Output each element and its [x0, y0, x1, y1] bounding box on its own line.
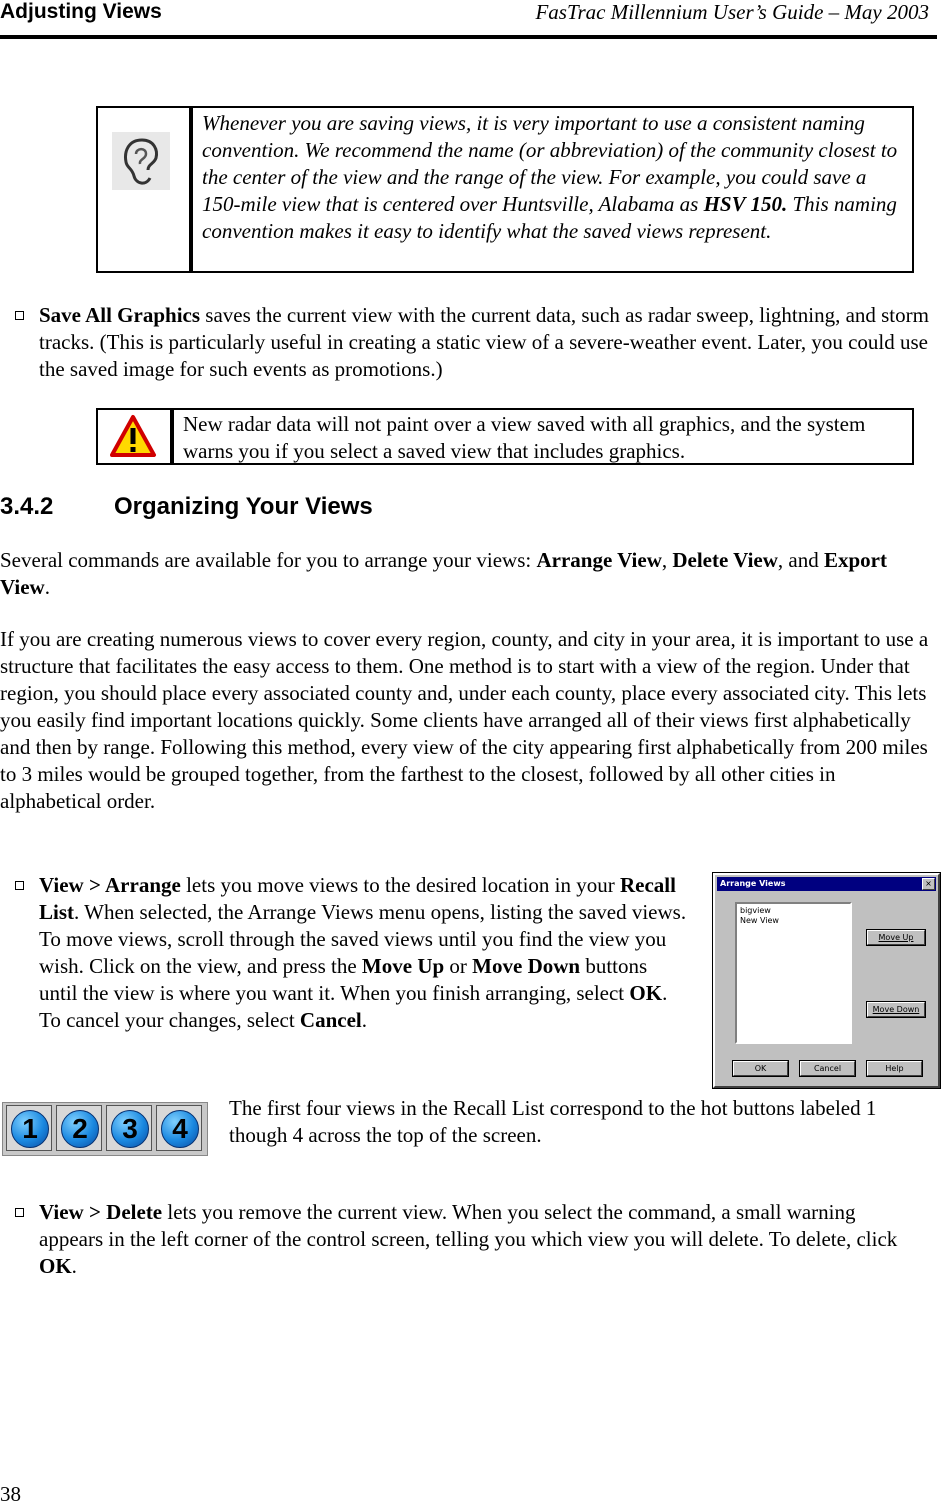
hot-button-3: 3	[106, 1105, 152, 1151]
dialog-title: Arrange Views	[717, 877, 936, 891]
running-header-section: Adjusting Views	[0, 0, 162, 23]
running-header-title: FasTrac Millennium User’s Guide – May 2003	[535, 0, 929, 24]
hot-button-2: 2	[56, 1105, 102, 1151]
hot-button-4: 4	[156, 1105, 202, 1151]
section-title: Organizing Your Views	[114, 493, 373, 520]
list-item[interactable]: New View	[740, 916, 779, 925]
help-button[interactable]: Help	[867, 1061, 922, 1076]
note-box-naming	[96, 106, 914, 273]
warning-text: New radar data will not paint over a view saved with all graphics, and the system warns you if you select a saved view that includes graphics.	[183, 412, 866, 463]
hot-buttons-caption: The first four views in the Recall List correspond to the hot buttons labeled 1 though 4 across the top of the screen.	[229, 1096, 877, 1147]
bullet-icon	[15, 881, 24, 890]
bullet-save-all-graphics: Save All Graphics saves the current view with the current data, such as radar sweep, lightning, and storm tracks. (This is particularly useful in creating a static view of a severe-weather event. Later, you could use the saved image for such events as promotions.)	[39, 303, 929, 381]
move-down-button[interactable]: Move Down	[867, 1002, 925, 1017]
close-icon[interactable]: ×	[922, 878, 935, 890]
list-item[interactable]: bigview	[740, 906, 771, 915]
hot-button-1: 1	[6, 1105, 52, 1151]
ok-button[interactable]: OK	[733, 1061, 788, 1076]
warning-box-graphics	[96, 408, 914, 465]
note-naming-text: Whenever you are saving views, it is very important to use a consistent naming convention. We recommend the name (or abbreviation) of the community closest to the center of the view and the range of the view. For example, you could save a 150-mile view that is centered over Huntsville, Alabama as HSV 150. This naming convention makes it easy to identify what the saved views represent.	[202, 111, 898, 243]
bullet-icon	[15, 311, 24, 320]
move-up-button[interactable]: Move Up	[867, 930, 925, 945]
paragraph-commands: Several commands are available for you to arrange your views: Arrange View, Delete View, and Export View.	[0, 548, 887, 599]
bullet-view-delete: View > Delete lets you remove the current view. When you select the command, a small warning appears in the left corner of the control screen, telling you which view you will delete. To delete, click OK.	[39, 1200, 898, 1278]
bullet-view-arrange: View > Arrange lets you move views to the desired location in your Recall List. When selected, the Arrange Views menu opens, listing the saved views. To move views, scroll through the saved views until you find the view you wish. Click on the view, and press the Move Up or Move Down buttons until the view is where you want it. When you finish arranging, select OK. To cancel your changes, select Cancel.	[39, 873, 687, 1032]
arrange-views-dialog	[713, 873, 940, 1088]
section-number: 3.4.2	[0, 493, 54, 520]
views-list[interactable]	[735, 902, 852, 1044]
cancel-button[interactable]: Cancel	[800, 1061, 855, 1076]
header-rule	[0, 35, 937, 39]
bullet-icon	[15, 1208, 24, 1217]
paragraph-organizing: If you are creating numerous views to cover every region, county, and city in your area, it is important to use a structure that facilitates the easy access to them. One method is to start with a view of the region. Under that region, you should place every associated county and, under each county, place every associated city. This lets you easily find important locations quickly. Some clients have arranged all of their views first alphabetically and then by range. Following this method, every view of the city appearing first alphabetically from 200 miles to 3 miles would be grouped together, from the farthest to the closest, followed by all other cities in alphabetical order.	[0, 627, 929, 813]
warning-icon	[109, 413, 157, 459]
page-number: 38	[0, 1482, 21, 1506]
hot-buttons-image	[2, 1102, 208, 1156]
ear-icon	[112, 132, 170, 190]
